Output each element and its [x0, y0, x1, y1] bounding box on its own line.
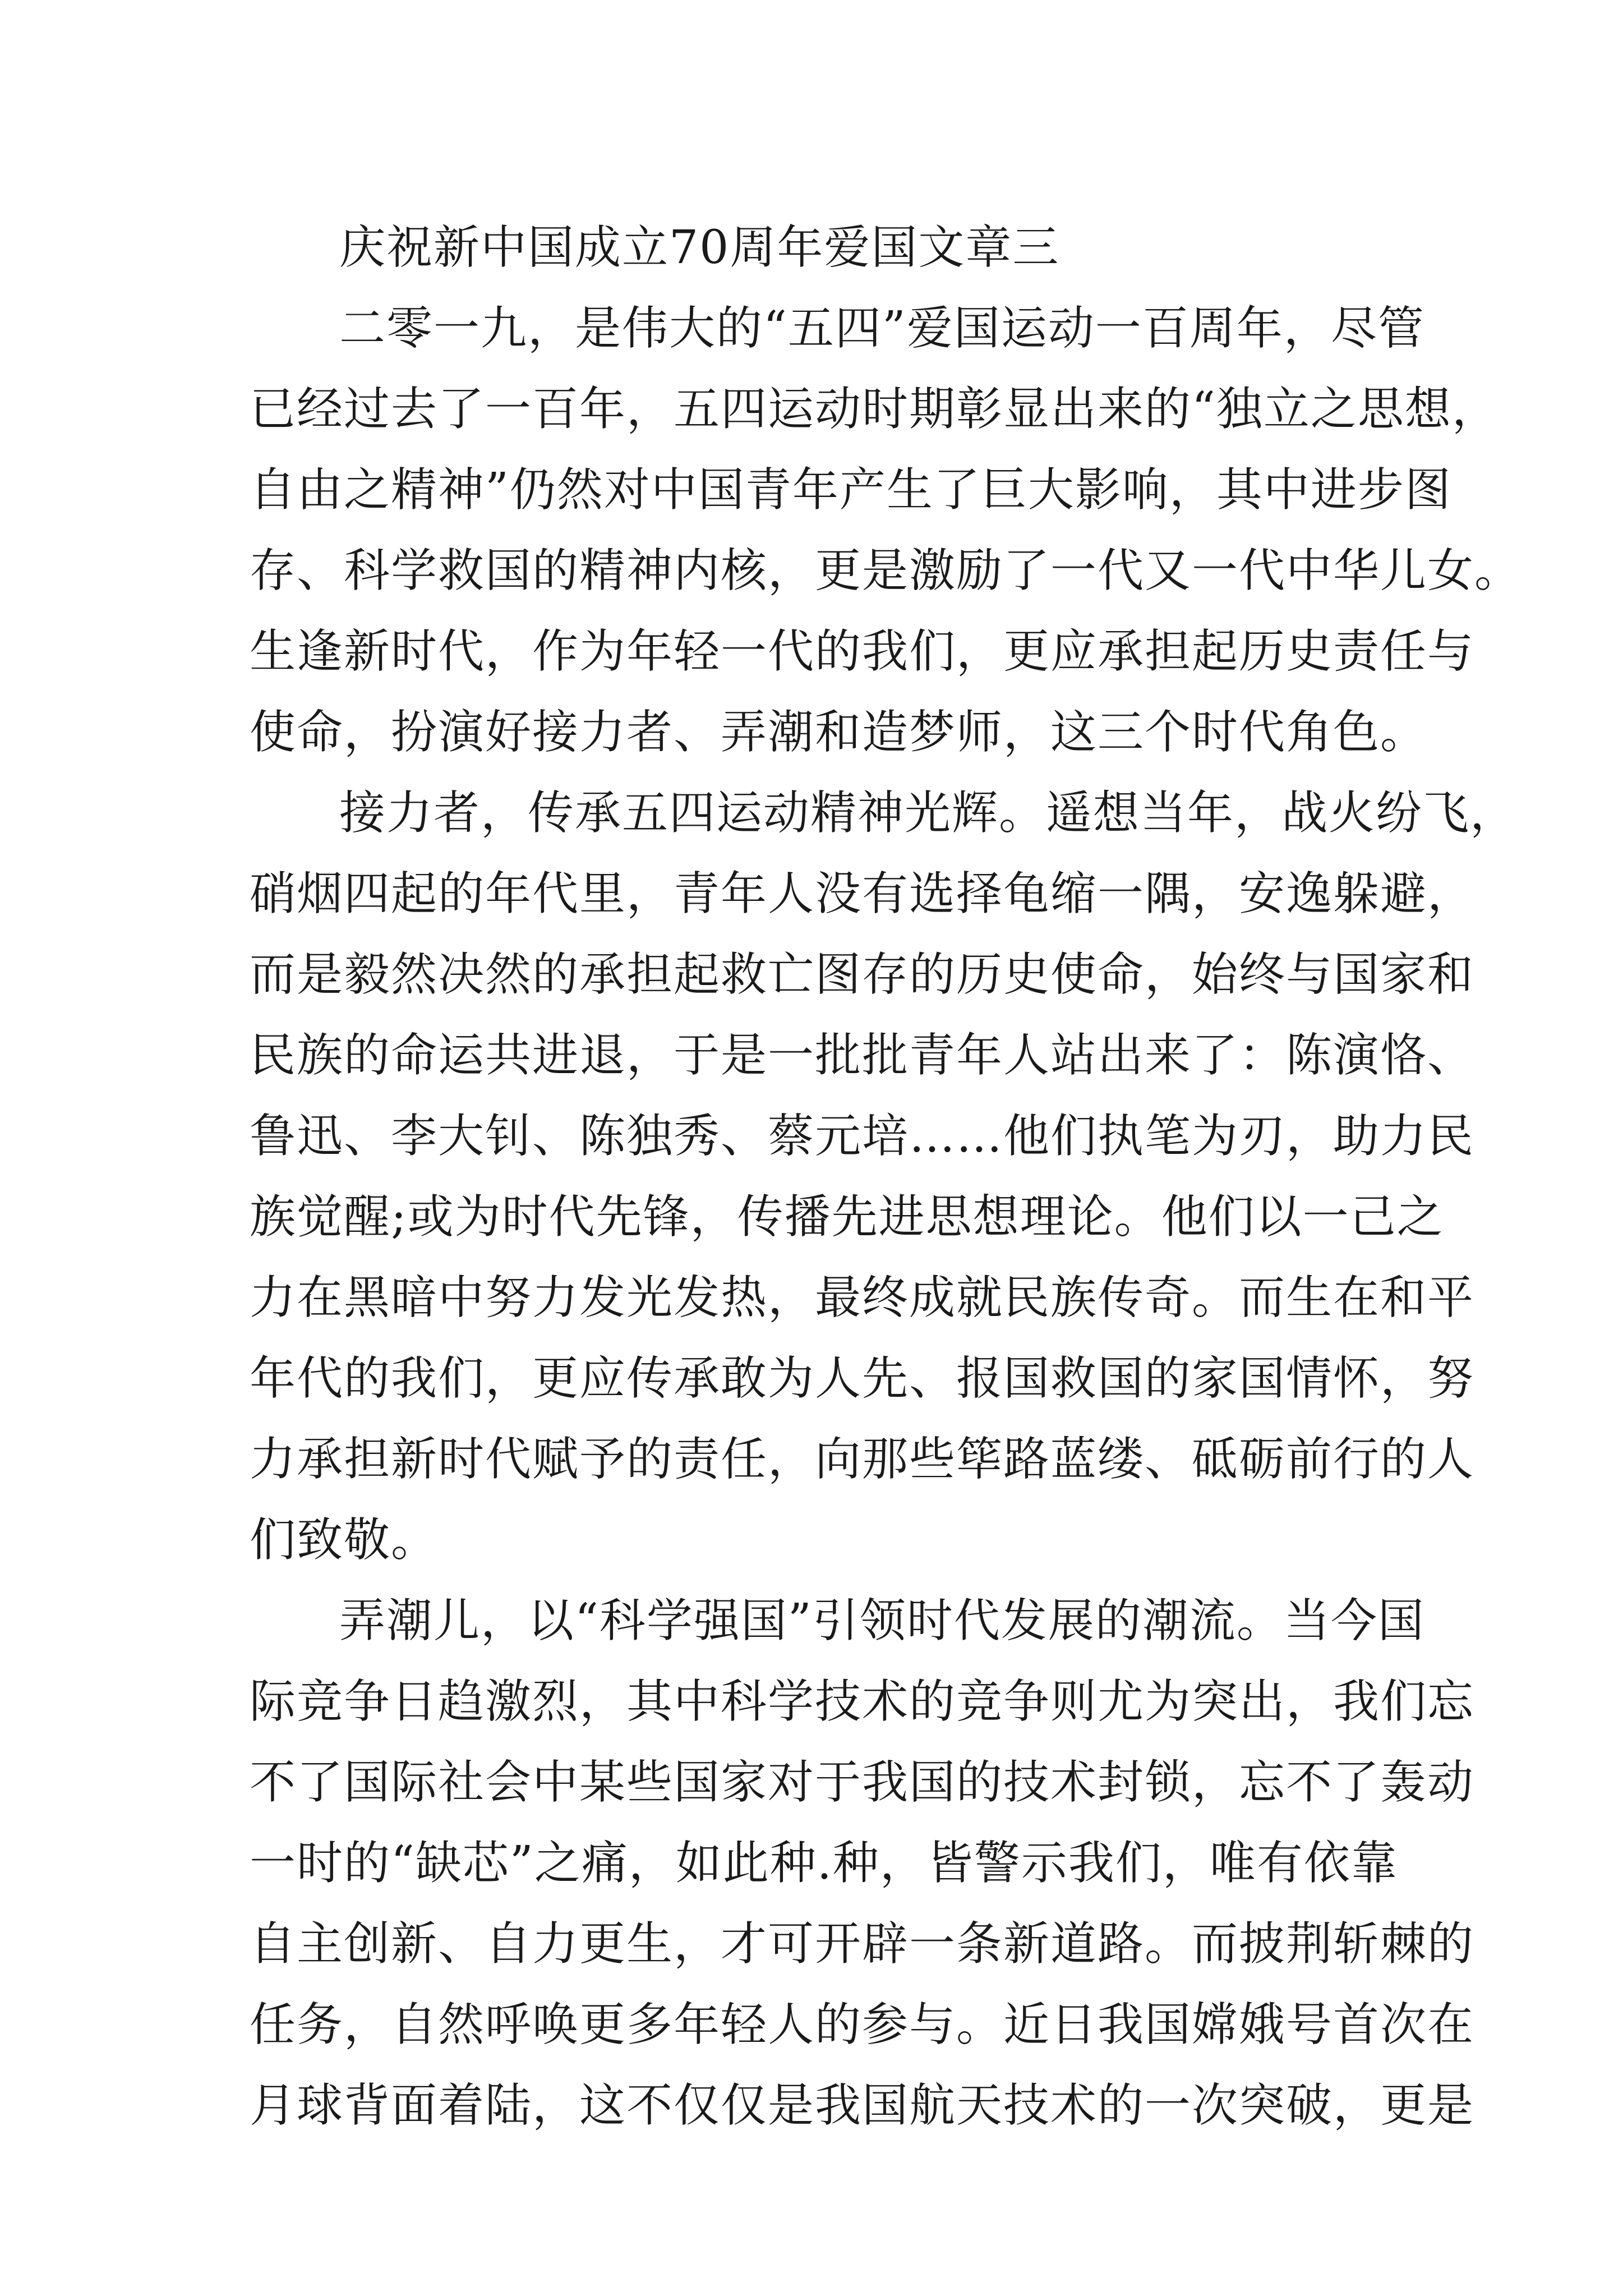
text-line: 任务，自然呼唤更多年轻人的参与。近日我国嫦娥号首次在	[250, 1998, 1475, 2051]
text-line: 不了国际社会中某些国家对于我国的技术封锁，忘不了轰动	[250, 1756, 1475, 1809]
text-line: 使命，扮演好接力者、弄潮和造梦师，这三个时代角色。	[250, 706, 1428, 759]
text-line: 鲁迅、李大钊、陈独秀、蔡元培……他们执笔为刃，助力民	[250, 1110, 1475, 1163]
text-line: 族觉醒;或为时代先锋，传播先进思想理论。他们以一己之	[250, 1190, 1444, 1244]
text-line: 力承担新时代赋予的责任，向那些筚路蓝缕、砥砺前行的人	[250, 1433, 1475, 1486]
paragraph-3	[250, 1581, 1475, 2146]
text-line: 际竞争日趋激烈，其中科学技术的竞争则尤为突出，我们忘	[250, 1675, 1475, 1728]
text-line: 年代的我们，更应传承敢为人先、报国救国的家国情怀，努	[250, 1352, 1475, 1405]
text-line: 力在黑暗中努力发光发热，最终成就民族传奇。而生在和平	[250, 1271, 1475, 1324]
text-line: 接力者，传承五四运动精神光辉。遥想当年，战火纷飞，	[339, 786, 1518, 840]
paragraph-1	[250, 288, 1522, 773]
text-line: 存、科学救国的精神内核，更是激励了一代又一代中华儿女。	[250, 544, 1522, 597]
text-line: 民族的命运共进退，于是一批批青年人站出来了：陈演恪、	[250, 1029, 1475, 1082]
text-line: 硝烟四起的年代里，青年人没有选择龟缩一隅，安逸躲避，	[250, 867, 1475, 921]
text-line: 弄潮儿，以“科学强国”引领时代发展的潮流。当今国	[339, 1594, 1425, 1648]
paragraph-2	[250, 773, 1518, 1581]
text-line: 二零一九，是伟大的“五四”爱国运动一百周年，尽管	[339, 302, 1425, 355]
text-line: 们致敬。	[250, 1513, 439, 1567]
text-line: 自主创新、自力更生，才可开辟一条新道路。而披荆斩棘的	[250, 1917, 1475, 1971]
text-line: 月球背面着陆，这不仅仅是我国航天技术的一次突破，更是	[250, 2079, 1475, 2132]
article-body	[250, 208, 1522, 2146]
text-line: 一时的“缺芯”之痛，如此种.种，皆警示我们，唯有依靠	[250, 1837, 1398, 1890]
text-line: 已经过去了一百年，五四运动时期彰显出来的“独立之思想，	[250, 383, 1499, 436]
text-line: 自由之精神”仍然对中国青年产生了巨大影响，其中进步图	[250, 463, 1452, 517]
text-line: 生逢新时代，作为年轻一代的我们，更应承担起历史责任与	[250, 625, 1475, 678]
article-title: 庆祝新中国成立70周年爱国文章三	[339, 221, 1060, 274]
text-line: 而是毅然决然的承担起救亡图存的历史使命，始终与国家和	[250, 948, 1475, 1001]
